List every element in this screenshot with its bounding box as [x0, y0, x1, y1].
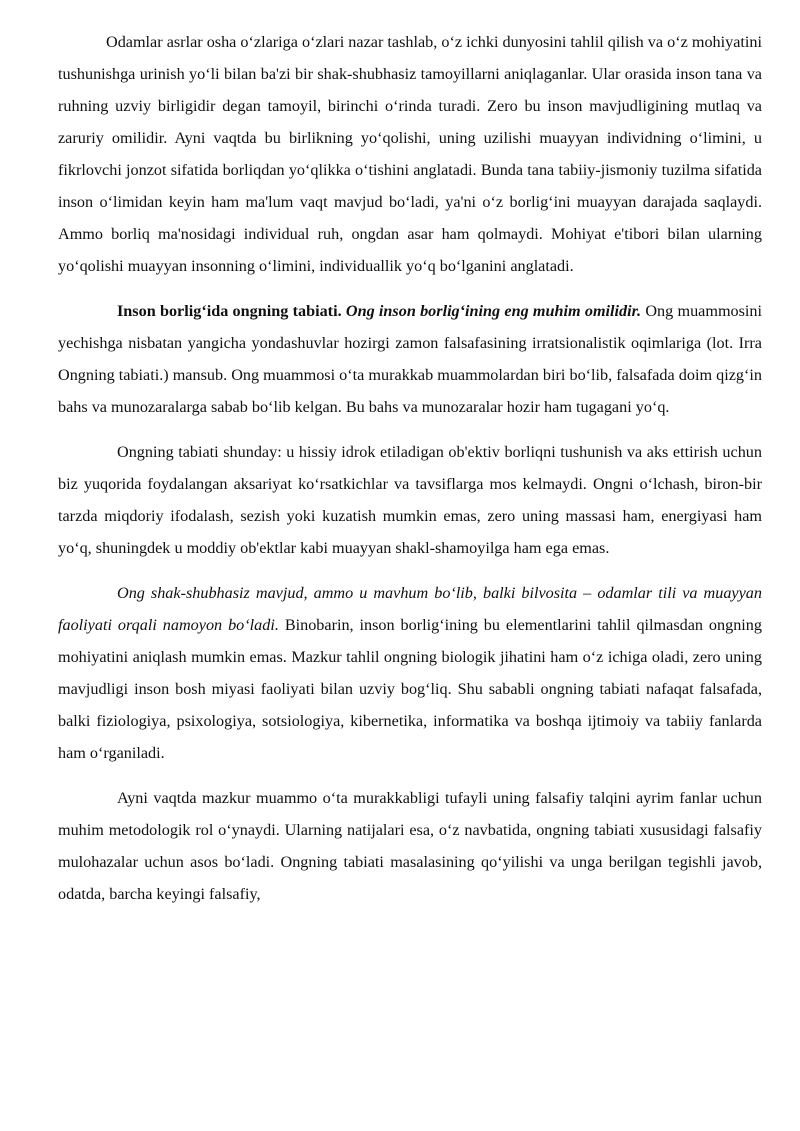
paragraph-2-text: Ong muammosini yechishga nisbatan yangicha yondashuvlar hozirgi zamon falsafasining irratsionalistik oqimlariga (lot. Irra Ongning tabiati.) mansub. Ong muammosi o‘ta murakkab muammolardan biri bo‘lib, falsafada doim qizg‘in bahs va munozaralarga sabab bo‘lib kelgan. Bu bahs va munozaralar hozir ham tugagani yo‘q.	[58, 302, 763, 416]
paragraph-2-emphasis: Ong inson borlig‘ining eng muhim omilidir.	[345, 302, 642, 320]
paragraph-3	[58, 436, 762, 564]
document-page	[58, 26, 762, 923]
section-heading: Inson borlig‘ida ongning tabiati.	[117, 302, 342, 320]
paragraph-1-text: Odamlar asrlar osha o‘zlariga o‘zlari nazar tashlab, o‘z ichki dunyosini tahlil qilish va o‘z mohiyatini tushunishga urinish yo‘li bilan ba'zi bir shak-shubhasiz tamoyillarni aniqlaganlar. Ular orasida inson tana va ruhning uzviy birligidir degan tamoyil, birinchi o‘rinda turadi. Zero bu inson mavjudligining mutlaq va zaruriy omilidir. Ayni vaqtda bu birlikning yo‘qolishi, uning uzilishi muayyan individning o‘limini, u fikrlovchi jonzot sifatida borliqdan yo‘qlikka o‘tishini anglatadi. Bunda tana tabiiy-jismoniy tuzilma sifatida inson o‘limidan keyin ham ma'lum vaqt mavjud bo‘ladi, ya'ni o‘z borlig‘ini muayyan darajada saqlaydi. Ammo borliq ma'nosidagi individual ruh, ongdan asar ham qolmaydi. Mohiyat e'tibori bilan ularning yo‘qolishi muayyan insonning o‘limini, individuallik yo‘q bo‘lganini anglatadi.	[58, 33, 762, 275]
paragraph-3-text: Ongning tabiati shunday: u hissiy idrok etiladigan ob'ektiv borliqni tushunish va aks ettirish uchun biz yuqorida foydalangan aksariyat ko‘rsatkichlar va tavsiflarga mos kelmaydi. Ongni o‘lchash, biron-bir tarzda miqdoriy ifodalash, sezish yoki kuzatish mumkin emas, zero uning massasi ham, energiyasi ham yo‘q, shuningdek u moddiy ob'ektlar kabi muayyan shakl-shamoyilga ham ega emas.	[58, 443, 762, 557]
paragraph-4-text: Binobarin, inson borlig‘ining bu elementlarini tahlil qilmasdan ongning mohiyatini aniqlash mumkin emas. Mazkur tahlil ongning biologik jihatini ham o‘z ichiga oladi, zero uning mavjudligi inson bosh miyasi faoliyati bilan uzviy bog‘liq. Shu sababli ongning tabiati nafaqat falsafada, balki fiziologiya, psixologiya, sotsiologiya, kibernetika, informatika va boshqa ijtimoiy va tabiiy fanlarda ham o‘rganiladi.	[58, 616, 762, 762]
paragraph-4	[58, 577, 762, 769]
paragraph-5-text: Ayni vaqtda mazkur muammo o‘ta murakkabligi tufayli uning falsafiy talqini ayrim fanlar uchun muhim metodologik rol o‘ynaydi. Ularning natijalari esa, o‘z navbatida, ongning tabiati xususidagi falsafiy mulohazalar uchun asos bo‘ladi. Ongning tabiati masalasining qo‘yilishi va unga berilgan tegishli javob, odatda, barcha keyingi falsafiy,	[58, 789, 762, 903]
paragraph-4-emphasis: Ong shak-shubhasiz mavjud, ammo u mavhum bo‘lib, balki bilvosita – odamlar tili va muayyan faoliyati orqali namoyon bo‘ladi.	[58, 584, 762, 634]
paragraph-1	[58, 26, 762, 282]
paragraph-2	[58, 295, 762, 423]
paragraph-5	[58, 782, 762, 910]
